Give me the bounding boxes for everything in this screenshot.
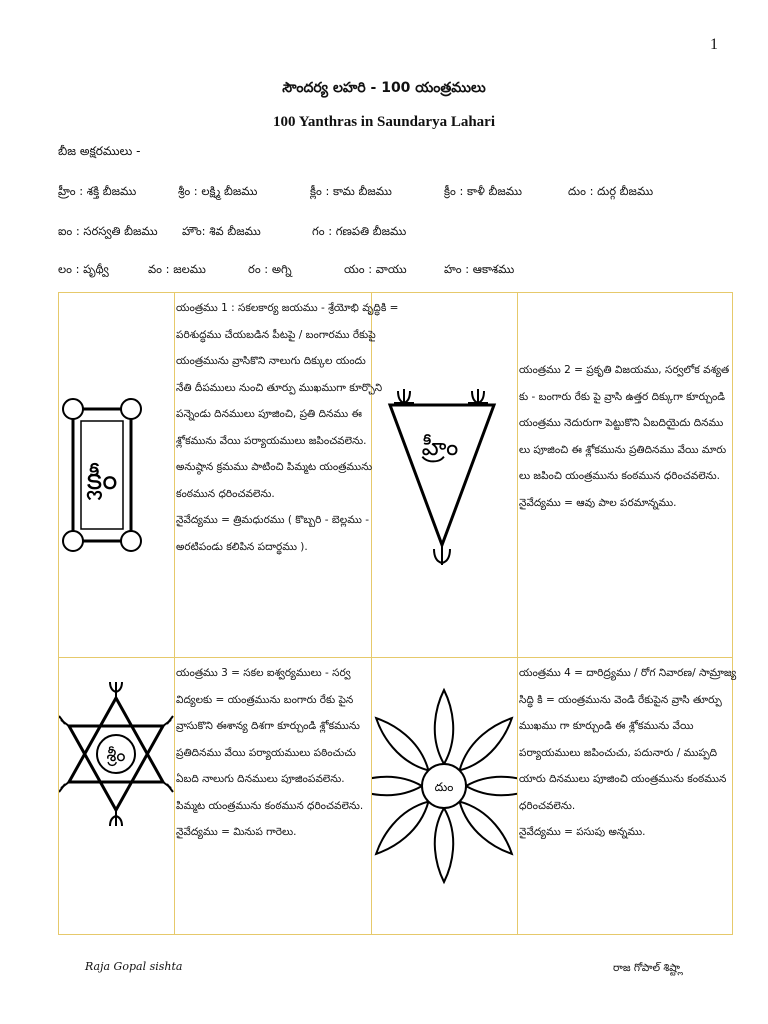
bija-dum: దుం : దుర్గ బీజము bbox=[568, 184, 654, 198]
yantra-4-text bbox=[519, 660, 736, 846]
yantra-4-figure bbox=[372, 658, 517, 934]
yantra-table bbox=[58, 292, 737, 935]
yantra-1-line: నైవేద్యము = త్రిమధురము ( కొబ్బరి - బెల్లము - bbox=[176, 514, 370, 526]
yantra-3-line: పిమ్మట యంత్రమును కంఠమున ధరించవలెను. bbox=[176, 799, 364, 812]
yantra-3-line: యంత్రము 3 = సకల ఐశ్వర్యములు - సర్వ bbox=[176, 667, 351, 679]
yantra-4-line: యంత్రము 4 = దారిద్ర్యము / రోగ నివారణ/ సామ్రాజ్య bbox=[519, 667, 737, 679]
bija-kleem: క్లీం : కామ బీజము bbox=[310, 184, 392, 198]
yantra-4-line: నైవేద్యము = పసుపు అన్నము. bbox=[519, 826, 646, 838]
yantra-2-symbol: హ్రీం bbox=[421, 433, 459, 461]
bija-gam: గం : గణపతి బీజము bbox=[312, 224, 407, 238]
bija-yam: యం : వాయు bbox=[344, 262, 407, 276]
yantra-1-symbol: క్లీం bbox=[86, 462, 118, 497]
yantra-3-symbol: శ్రీం bbox=[106, 745, 126, 766]
yantra-3-line: ప్రతిదినము వేయి పర్యాయములు పఠించుచు bbox=[176, 746, 356, 759]
bija-kreem: క్రీం : కాళీ బీజము bbox=[444, 184, 522, 198]
yantra-3-text bbox=[176, 660, 363, 846]
yantra-2-line: యంత్రము 2 = ప్రకృతి విజయము, సర్వలోక వశ్యత bbox=[519, 364, 730, 376]
yantra-4-symbol: దుం bbox=[434, 780, 454, 794]
yantra-4-line: పర్యాయములు జపించుచు, పదునారు / ముప్పది bbox=[519, 746, 718, 759]
yantra-2-line: కు - బంగారు రేకు పై వ్రాసి ఉత్తర దిక్కుగా కూర్చుండి bbox=[519, 390, 726, 403]
yantra-1-line: యంత్రమును వ్రాసికొని నాలుగు దిక్కుల యందు bbox=[176, 355, 366, 367]
bija-haum: హౌం: శివ బీజము bbox=[182, 224, 261, 238]
yantra-4-line: ముఖము గా కూర్చుండి ఈ శ్లోకమును వేయి bbox=[519, 720, 694, 732]
signature-telugu: రాజ గోపాల్ శిష్ట్లా bbox=[613, 962, 683, 974]
yantra-2-line: లు జపించి యంత్రమును కంఠమున ధరించవలెను. bbox=[519, 470, 721, 482]
bija-shreem: శ్రీం : లక్ష్మి బీజము bbox=[178, 184, 258, 198]
yantra-1-line: కంఠమున ధరించవలెను. bbox=[176, 487, 275, 500]
yantra-1-line: శ్లోకమును వేయి పర్యాయములు జపించవలెను. bbox=[176, 434, 367, 447]
yantra-3-figure bbox=[59, 658, 174, 934]
yantra-2-figure bbox=[372, 293, 517, 657]
yantra-1-line: యంత్రము 1 : సకలకార్య జయము - శ్రేయోభి వృద్ధికి = bbox=[176, 302, 399, 314]
yantra-1-line: అనుష్ఠాన క్రమము పాటించి పిమ్మట యంత్రమును bbox=[176, 461, 373, 473]
page-title-english: 100 Yanthras in Saundarya Lahari bbox=[273, 114, 495, 130]
yantra-2-text bbox=[519, 357, 729, 516]
yantra-4-line: సిద్ధి కి = యంత్రమును వెండి రేకుపైన వ్రాసి తూర్పు bbox=[519, 693, 722, 706]
yantra-3-line: నైవేద్యము = మినుప గారెలు. bbox=[176, 826, 297, 838]
yantra-2-line: లు పూజించి ఈ శ్లోకమును ప్రతిదినము వేయి మారు bbox=[519, 443, 727, 456]
yantra-1-line: పరిశుద్ధము చేయబడిన పీటపై / బంగారము రేకుపై bbox=[176, 328, 376, 341]
yantra-3-line: వ్రాసుకొని ఈశాన్య దిశగా కూర్చుండి శ్లోకమును bbox=[176, 720, 360, 732]
yantra-1-text bbox=[176, 295, 398, 560]
bija-ham: హం : ఆకాశము bbox=[444, 262, 515, 276]
bija-heading: బీజ అక్షరములు - bbox=[58, 144, 141, 158]
yantra-2-line: నైవేద్యము = ఆవు పాల పరమాన్నము. bbox=[519, 496, 677, 509]
signature-english: Raja Gopal sishta bbox=[85, 960, 183, 973]
yantra-1-line: పన్నెండు దినములు పూజించి, ప్రతి దినము ఈ bbox=[176, 408, 362, 420]
yantra-1-line: నేతి దీపములు నుంచి తూర్పు ముఖముగా కూర్చొని bbox=[176, 381, 383, 394]
yantra-3-line: విద్యలకు = యంత్రమును బంగారు రేకు పైన bbox=[176, 693, 354, 706]
yantra-1-figure bbox=[59, 293, 174, 657]
bija-vam: వం : జలము bbox=[148, 262, 206, 276]
page-number: 1 bbox=[710, 36, 718, 53]
yantra-3-line: ఏబది నాలుగు దినములు పూజింపవలెను. bbox=[176, 773, 345, 785]
yantra-2-line: యంత్రము నెదురుగా పెట్టుకొని ఏబదియైదు దినము bbox=[519, 417, 724, 429]
yantra-4-line: యారు దినములు పూజించి యంత్రమును కంఠమున bbox=[519, 773, 727, 785]
bija-lam: లం : పృథ్వీ bbox=[58, 262, 109, 276]
yantra-1-line: అరటిపండు కలిపిన పదార్థము ). bbox=[176, 540, 308, 553]
bija-aim: ఐం : సరస్వతి బీజము bbox=[58, 224, 158, 238]
bija-ram: రం : అగ్ని bbox=[248, 262, 292, 276]
yantra-4-line: ధరించవలెను. bbox=[519, 799, 576, 812]
bija-hreem: హ్రీం : శక్తి బీజము bbox=[58, 184, 137, 198]
page-title-telugu: సౌందర్య లహరి - 100 యంత్రములు bbox=[282, 80, 486, 96]
